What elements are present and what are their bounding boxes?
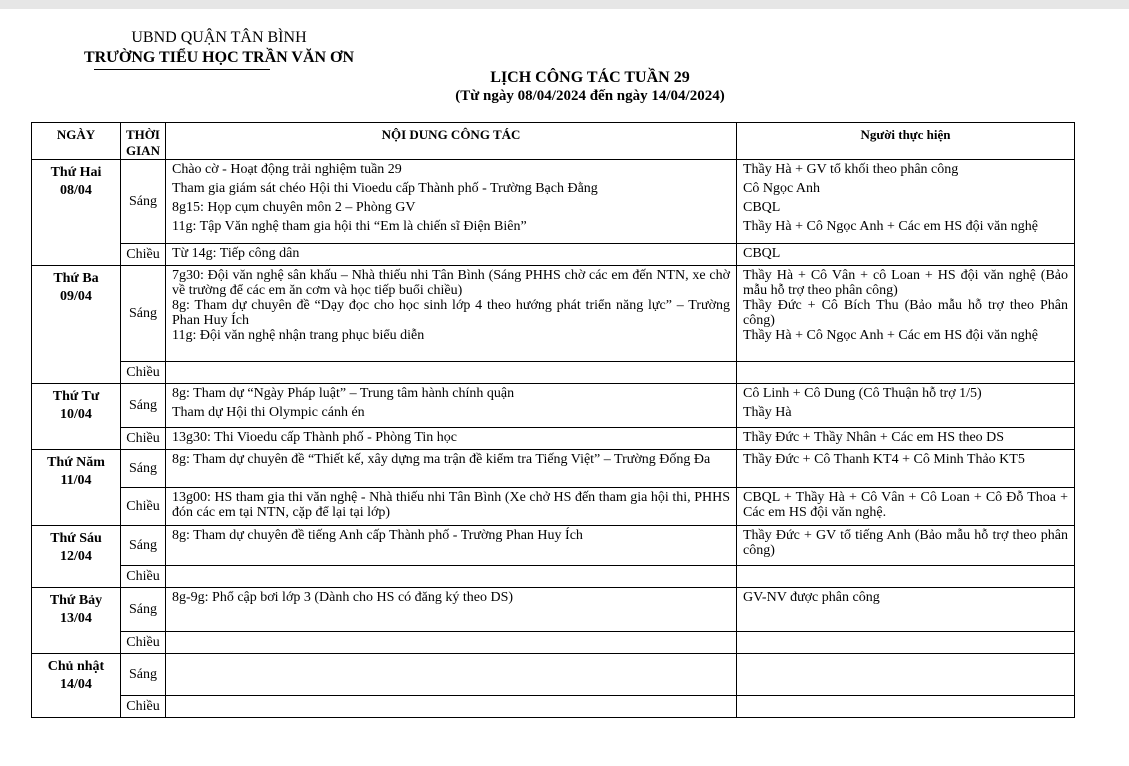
content-cell <box>166 654 737 696</box>
person-item: Thầy Đức + Thầy Nhân + Các em HS theo DS <box>743 430 1005 445</box>
person-item: Thầy Đức + Cô Bích Thu (Bảo mẫu hỗ trợ theo Phân công) <box>743 298 1068 328</box>
day-cell <box>32 266 121 384</box>
person-item: GV-NV được phân công <box>743 590 880 605</box>
day-date: 11/04 <box>60 473 92 488</box>
table-body <box>32 160 1075 718</box>
person-cell <box>737 266 1075 362</box>
schedule-date-range: (Từ ngày 08/04/2024 đến ngày 14/04/2024) <box>455 88 725 104</box>
person-cell <box>737 384 1075 428</box>
content-cell <box>166 566 737 588</box>
table-row <box>32 588 1075 632</box>
content-item: 13g00: HS tham gia thi văn nghệ - Nhà thiếu nhi Tân Bình (Xe chở HS đến tham gia hội thi, PHHS đón các em tại NTN, cặp để lại tại lớp) <box>172 490 730 520</box>
person-item: Thầy Hà + Cô Ngọc Anh + Các em HS đội văn nghệ <box>743 219 1038 234</box>
person-item: Cô Linh + Cô Dung (Cô Thuận hỗ trợ 1/5) <box>743 386 982 401</box>
day-name: Thứ Ba <box>53 271 99 286</box>
person-item: Cô Ngọc Anh <box>743 181 820 196</box>
session-cell: Sáng <box>121 654 166 696</box>
day-cell <box>32 588 121 654</box>
content-item: 11g: Tập Văn nghệ tham gia hội thi “Em là chiến sĩ Điện Biên” <box>172 219 527 234</box>
header-content: NỘI DUNG CÔNG TÁC <box>166 123 737 160</box>
table-row <box>32 488 1075 526</box>
person-cell <box>737 362 1075 384</box>
day-name: Thứ Sáu <box>50 531 102 546</box>
session-cell: Chiều <box>121 362 166 384</box>
person-item: Thầy Hà + Cô Ngọc Anh + Các em HS đội văn nghệ <box>743 328 1038 343</box>
table-row <box>32 696 1075 718</box>
org-name: UBND QUẬN TÂN BÌNH <box>131 29 307 46</box>
header-day: NGÀY <box>32 123 121 160</box>
content-item: 8g: Tham dự chuyên đề “Thiết kế, xây dựng ma trận đề kiểm tra Tiếng Việt” – Trường Đống Đa <box>172 452 711 467</box>
session-cell: Sáng <box>121 160 166 244</box>
person-cell <box>737 244 1075 266</box>
content-cell <box>166 362 737 384</box>
header-session: THỜI GIAN <box>121 123 166 160</box>
person-cell <box>737 588 1075 632</box>
day-date: 10/04 <box>60 407 92 422</box>
session-cell: Chiều <box>121 696 166 718</box>
day-cell <box>32 450 121 526</box>
person-item: Thầy Đức + Cô Thanh KT4 + Cô Minh Thảo KT5 <box>743 452 1025 467</box>
content-item: Chào cờ - Hoạt động trải nghiệm tuần 29 <box>172 162 402 177</box>
person-cell <box>737 696 1075 718</box>
person-item: CBQL <box>743 200 781 215</box>
table-row <box>32 428 1075 450</box>
day-date: 08/04 <box>60 183 92 198</box>
table-row <box>32 632 1075 654</box>
schedule-title: LỊCH CÔNG TÁC TUẦN 29 <box>490 69 690 86</box>
person-item: CBQL <box>743 246 781 261</box>
table-row <box>32 384 1075 428</box>
day-cell <box>32 654 121 718</box>
table-row <box>32 244 1075 266</box>
session-cell: Chiều <box>121 632 166 654</box>
person-cell <box>737 488 1075 526</box>
content-cell <box>166 266 737 362</box>
person-item: CBQL + Thầy Hà + Cô Vân + Cô Loan + Cô Đỗ Thoa + Các em HS đội văn nghệ. <box>743 490 1068 520</box>
person-item: Thầy Hà <box>743 405 792 420</box>
day-name: Thứ Tư <box>52 389 100 404</box>
day-cell <box>32 384 121 450</box>
content-item: Từ 14g: Tiếp công dân <box>172 246 300 261</box>
person-item: Thầy Hà + GV tổ khối theo phân công <box>743 162 959 177</box>
header-person: Người thực hiện <box>737 123 1075 160</box>
content-item: Tham dự Hội thi Olympic cánh én <box>172 405 365 420</box>
session-cell: Sáng <box>121 526 166 566</box>
session-cell: Sáng <box>121 588 166 632</box>
content-cell <box>166 428 737 450</box>
table-row <box>32 266 1075 362</box>
person-cell <box>737 526 1075 566</box>
content-item: 8g: Tham dự chuyên đề tiếng Anh cấp Thành phố - Trường Phan Huy Ích <box>172 528 583 543</box>
title-block <box>380 68 800 106</box>
day-date: 12/04 <box>60 549 92 564</box>
content-item: 7g30: Đội văn nghệ sân khấu – Nhà thiếu nhi Tân Bình (Sáng PHHS chờ các em đến NTN, xe chờ về trường để các em ăn cơm và học tiếp buổi chiều) <box>172 268 730 298</box>
person-item: Thầy Đức + GV tổ tiếng Anh (Bảo mẫu hỗ trợ theo phân công) <box>743 528 1068 558</box>
content-item: 11g: Đội văn nghệ nhận trang phục biểu diễn <box>172 328 425 343</box>
session-cell: Chiều <box>121 566 166 588</box>
day-name: Thứ Bảy <box>49 593 103 608</box>
content-item: Tham gia giám sát chéo Hội thi Vioedu cấp Thành phố - Trường Bạch Đằng <box>172 181 598 196</box>
content-item: 8g: Tham dự chuyên đề “Dạy đọc cho học sinh lớp 4 theo hướng phát triển năng lực” – Trường Phan Huy Ích <box>172 298 730 328</box>
table-row <box>32 160 1075 244</box>
content-cell <box>166 526 737 566</box>
session-cell: Sáng <box>121 450 166 488</box>
content-cell <box>166 632 737 654</box>
content-item: 13g30: Thi Vioedu cấp Thành phố - Phòng Tin học <box>172 430 457 445</box>
table-row <box>32 526 1075 566</box>
content-cell <box>166 488 737 526</box>
school-underline <box>94 69 270 70</box>
day-name: Thứ Hai <box>50 165 102 180</box>
content-item: 8g15: Họp cụm chuyên môn 2 – Phòng GV <box>172 200 416 215</box>
content-cell <box>166 160 737 244</box>
schedule-table <box>31 122 1075 718</box>
school-name: TRƯỜNG TIỂU HỌC TRẦN VĂN ƠN <box>83 49 355 66</box>
person-item: Thầy Hà + Cô Vân + cô Loan + HS đội văn nghệ (Bảo mẫu hỗ trợ theo phân công) <box>743 268 1068 298</box>
session-cell: Sáng <box>121 266 166 362</box>
person-cell <box>737 632 1075 654</box>
day-date: 14/04 <box>60 677 92 692</box>
top-strip <box>0 0 1129 9</box>
content-cell <box>166 384 737 428</box>
table-row <box>32 450 1075 488</box>
day-date: 09/04 <box>60 289 92 304</box>
table-row <box>32 654 1075 696</box>
content-cell <box>166 696 737 718</box>
table-row <box>32 362 1075 384</box>
session-cell: Chiều <box>121 428 166 450</box>
person-cell <box>737 428 1075 450</box>
day-date: 13/04 <box>60 611 92 626</box>
day-name: Chủ nhật <box>47 659 105 674</box>
table-header-row <box>32 123 1075 160</box>
session-cell: Chiều <box>121 488 166 526</box>
day-name: Thứ Năm <box>47 455 105 470</box>
content-cell <box>166 588 737 632</box>
content-cell <box>166 244 737 266</box>
person-cell <box>737 566 1075 588</box>
header-left <box>74 28 364 68</box>
content-item: 8g: Tham dự “Ngày Pháp luật” – Trung tâm hành chính quận <box>172 386 515 401</box>
day-cell <box>32 160 121 266</box>
table-row <box>32 566 1075 588</box>
person-cell <box>737 450 1075 488</box>
person-cell <box>737 654 1075 696</box>
person-cell <box>737 160 1075 244</box>
content-cell <box>166 450 737 488</box>
content-item: 8g-9g: Phổ cập bơi lớp 3 (Dành cho HS có đăng ký theo DS) <box>172 590 514 605</box>
session-cell: Chiều <box>121 244 166 266</box>
day-cell <box>32 526 121 588</box>
session-cell: Sáng <box>121 384 166 428</box>
